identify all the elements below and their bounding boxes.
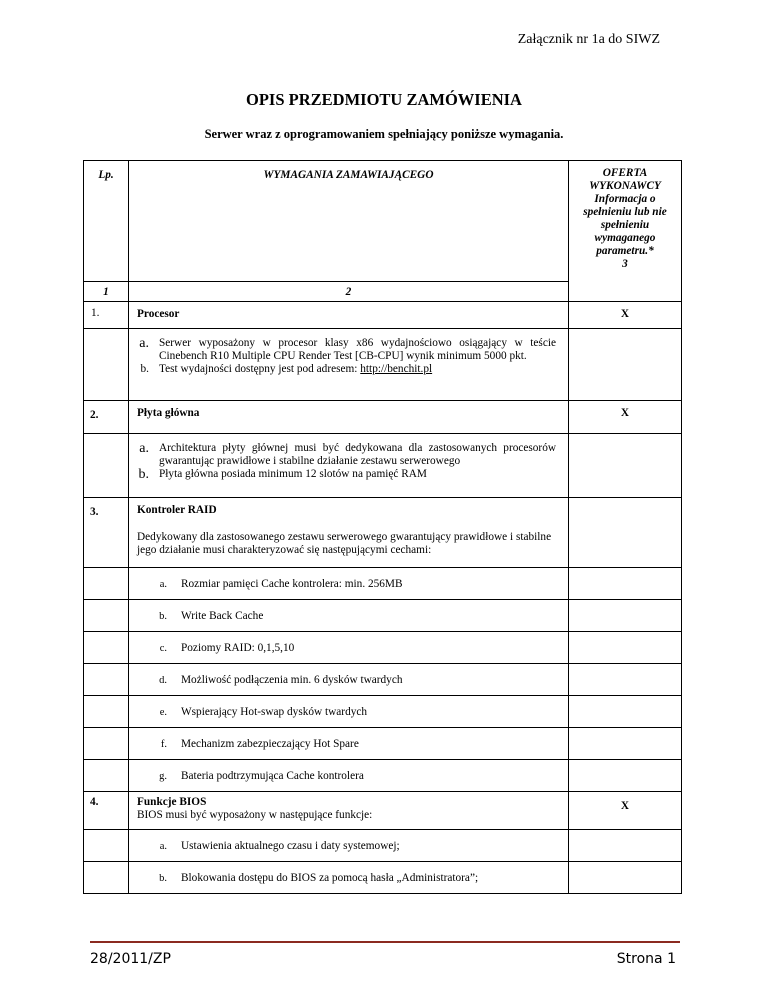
requirements-table	[83, 160, 682, 894]
item-letter: b.	[159, 611, 167, 622]
header-number-2: 2	[129, 282, 569, 302]
item-letter: a.	[139, 336, 149, 351]
table-row	[84, 760, 682, 792]
item-text: Ustawienia aktualnego czasu i daty systemowej;	[181, 840, 400, 852]
item-text: Write Back Cache	[181, 610, 264, 622]
table-row	[84, 696, 682, 728]
item-text: Rozmiar pamięci Cache kontrolera: min. 256MB	[181, 578, 403, 590]
item-text: Poziomy RAID: 0,1,5,10	[181, 642, 295, 654]
header-requirements: WYMAGANIA ZAMAWIAJĄCEGO	[129, 161, 569, 282]
table-row	[84, 830, 682, 862]
item-letter: e.	[159, 707, 167, 718]
section-description: Dedykowany dla zastosowanego zestawu serwerowego gwarantujący prawidłowe i stabilne jego działanie musi charakteryzować się następującymi cechami:	[137, 531, 552, 556]
section-number: 3.	[84, 498, 129, 568]
item-letter: f.	[160, 739, 167, 750]
table-row	[84, 862, 682, 894]
item-text: Możliwość podłączenia min. 6 dysków twardych	[181, 674, 403, 686]
section-row-processor	[84, 302, 682, 329]
header-offer	[569, 161, 682, 302]
section-row-motherboard	[84, 401, 682, 434]
section-items-motherboard	[84, 434, 682, 498]
item-letter: b.	[159, 873, 167, 884]
footer-page-number: Strona 1	[616, 951, 676, 967]
item-text: Mechanizm zabezpieczający Hot Spare	[181, 738, 359, 750]
header-offer-text: OFERTA WYKONAWCY Informacja o spełnieniu lub nie spełnieniu wymaganego parametru.*	[583, 167, 667, 257]
document-subtitle: Serwer wraz z oprogramowaniem spełniający poniższe wymagania.	[204, 127, 564, 141]
item-letter: d.	[159, 675, 167, 686]
table-row	[84, 568, 682, 600]
header-number-3: 3	[622, 258, 628, 270]
section-description: BIOS musi być wyposażony w następujące funkcje:	[137, 809, 373, 821]
item-text: Bateria podtrzymująca Cache kontrolera	[181, 770, 364, 782]
item-letter: a.	[139, 441, 149, 456]
item-letter: b.	[138, 467, 149, 482]
header-number-1: 1	[84, 282, 129, 302]
table-row	[84, 728, 682, 760]
table-row	[84, 632, 682, 664]
item-letter: b.	[140, 363, 149, 375]
annex-label: Załącznik nr 1a do SIWZ	[517, 32, 660, 47]
footer-reference: 28/2011/ZP	[90, 951, 171, 967]
header-lp: Lp.	[84, 161, 129, 282]
offer-mark: X	[569, 792, 682, 830]
section-title: Płyta główna	[129, 401, 569, 434]
section-number: 1.	[84, 302, 129, 329]
item-text: Blokowania dostępu do BIOS za pomocą hasła „Administratora”;	[181, 872, 479, 884]
section-title: Kontroler RAID	[137, 504, 217, 516]
section-items-processor	[84, 329, 682, 401]
section-title: Funkcje BIOS	[137, 796, 207, 808]
list-item	[129, 337, 568, 363]
list-item	[129, 468, 568, 481]
item-letter: a.	[159, 841, 167, 852]
table-header-row	[84, 161, 682, 282]
section-number: 4.	[84, 792, 129, 830]
item-text: Architektura płyty głównej musi być dedykowana dla zastosowanych procesorów gwarantując prawidłowe i stabilne działanie zestawu serwerowego	[159, 442, 556, 467]
table-row	[84, 664, 682, 696]
offer-mark: X	[569, 302, 682, 329]
item-text: Serwer wyposażony w procesor klasy x86 wydajnościowo osiągający w teście Cinebench R10 Multiple CPU Render Test [CB-CPU] wynik minimum 5000 pkt.	[159, 337, 556, 362]
document-title: OPIS PRZEDMIOTU ZAMÓWIENIA	[246, 90, 522, 109]
item-letter: a.	[159, 579, 167, 590]
list-item	[129, 442, 568, 468]
item-letter: g.	[159, 771, 167, 782]
item-text: Płyta główna posiada minimum 12 slotów na pamięć RAM	[159, 468, 427, 480]
item-text: Wspierający Hot-swap dysków twardych	[181, 706, 368, 718]
section-row-bios	[84, 792, 682, 830]
list-item	[129, 363, 568, 376]
table-row	[84, 600, 682, 632]
item-letter: c.	[159, 643, 167, 654]
section-row-raid	[84, 498, 682, 568]
offer-mark: X	[569, 401, 682, 434]
item-text: Test wydajności dostępny jest pod adresem:	[159, 363, 358, 375]
section-title: Procesor	[129, 302, 569, 329]
footer-rule	[90, 941, 680, 943]
benchmark-link[interactable]: http://benchit.pl	[360, 363, 433, 375]
section-number: 2.	[84, 401, 129, 434]
